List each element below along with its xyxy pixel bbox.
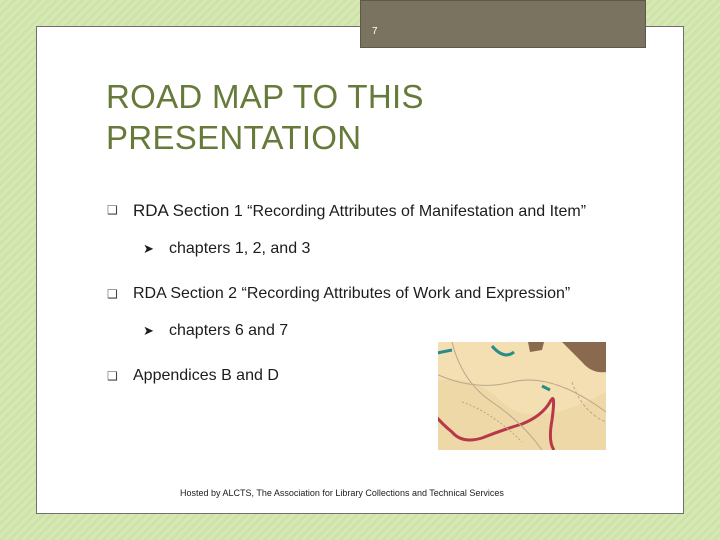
list-item-lead: RDA Section <box>133 201 230 220</box>
slide-number-tab <box>360 0 646 48</box>
map-illustration <box>432 342 606 450</box>
hollow-square-bullet-icon: ❑ <box>107 287 118 301</box>
slide-title: ROAD MAP TO THIS PRESENTATION <box>106 78 424 156</box>
slide-number: 7 <box>372 26 378 37</box>
sub-item: chapters 1, 2, and 3 <box>169 240 311 257</box>
footer-credit: Hosted by ALCTS, The Association for Library Collections and Technical Services <box>180 488 504 498</box>
arrow-bullet-icon: ➤ <box>143 323 154 338</box>
sub-item: chapters 6 and 7 <box>169 322 289 339</box>
list-item-text: “Recording Attributes of Work and Expression” <box>237 285 571 302</box>
list-item <box>133 203 633 220</box>
list-item-lead: Appendices B and D <box>133 367 279 384</box>
list-item <box>133 286 633 302</box>
list-item-text: 1 “Recording Attributes of Manifestation and Item” <box>229 203 587 220</box>
hollow-square-bullet-icon: ❑ <box>107 203 118 217</box>
list-item-lead: RDA Section 2 <box>133 285 238 302</box>
hollow-square-bullet-icon: ❑ <box>107 369 118 383</box>
arrow-bullet-icon: ➤ <box>143 241 154 256</box>
